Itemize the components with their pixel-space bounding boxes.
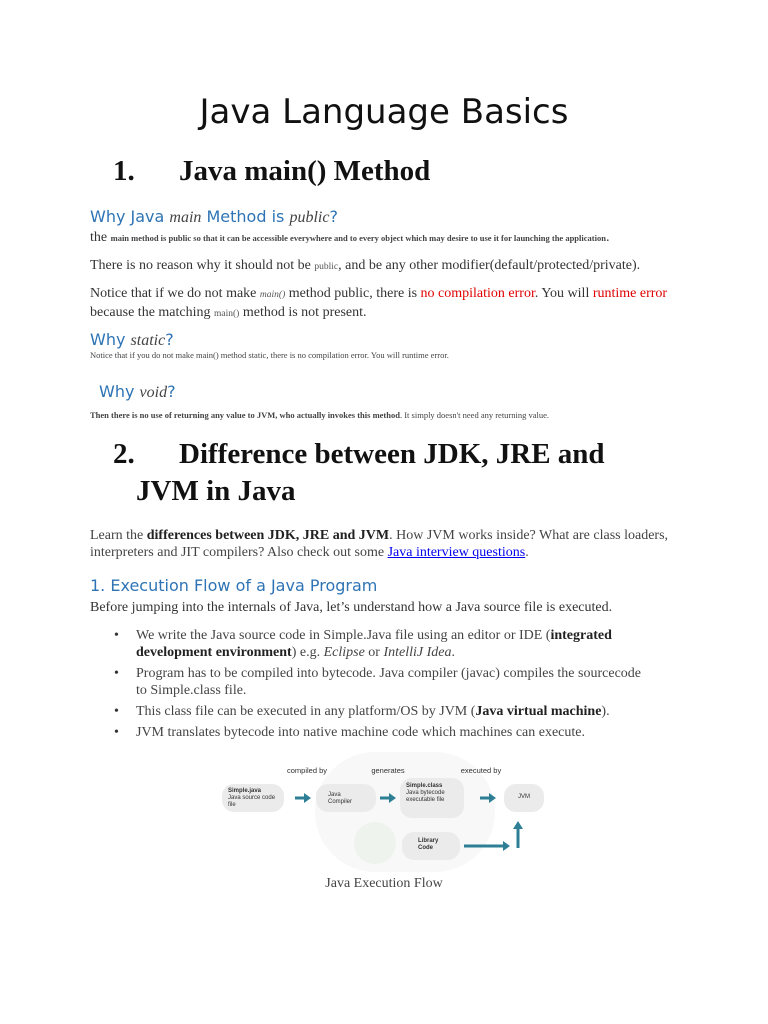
why-public-word: public bbox=[289, 209, 330, 226]
java-execution-flow-diagram bbox=[220, 752, 548, 872]
b2-text: Program has to be compiled into bytecode. Java compiler (javac) compiles the sourcecode to Simple.class file. bbox=[136, 666, 641, 698]
arrow-up-icon bbox=[513, 821, 523, 848]
execution-flow-heading: 1. Execution Flow of a Java Program bbox=[90, 576, 378, 595]
void-bold: Then there is no use of returning any value to JVM, who actually invokes this method bbox=[90, 410, 400, 420]
intro-b: . How JVM works inside? What are class loaders, interpreters and JIT compilers? Also check out some bbox=[90, 528, 669, 560]
void-paragraph bbox=[90, 405, 549, 423]
why-static-word: static bbox=[130, 332, 166, 349]
b1-eclipse: Eclipse bbox=[323, 645, 365, 660]
p1-the: the bbox=[90, 230, 111, 245]
p2-b: , and be any other modifier(default/protected/private). bbox=[338, 258, 641, 273]
main-public-paragraph bbox=[90, 229, 690, 247]
library-code-node: Library Code bbox=[402, 832, 460, 860]
p1-text: main method is public so that it can be accessible everywhere and to every object which may desire to use it for launching the application bbox=[110, 233, 606, 243]
section-2-title-line2: JVM in Java bbox=[136, 475, 296, 507]
b3-a: This class file can be executed in any platform/OS by JVM ( bbox=[136, 704, 476, 719]
b3-bold: Java virtual machine bbox=[475, 704, 602, 719]
b1-c: or bbox=[364, 645, 384, 660]
execution-steps-list bbox=[90, 627, 650, 745]
arrow-right-icon bbox=[464, 841, 510, 851]
intro-a: Learn the bbox=[90, 528, 147, 543]
b1-d: . bbox=[451, 645, 455, 660]
section-1-number: 1. bbox=[113, 155, 135, 187]
b1-bold: integrated development environment bbox=[136, 628, 612, 660]
why-public-q: ? bbox=[329, 207, 338, 226]
why-static-pre: Why bbox=[90, 330, 131, 349]
b3-b: ). bbox=[601, 704, 610, 719]
p1-end: . bbox=[605, 230, 610, 245]
jvm-node: JVM bbox=[504, 784, 544, 812]
why-public-mid: Method is bbox=[201, 207, 290, 226]
simple-java-title: Simple.java bbox=[228, 788, 262, 794]
void-rest: . It simply doesn't need any returning value. bbox=[399, 410, 550, 420]
p3-a: Notice that if we do not make bbox=[90, 286, 260, 301]
no-reason-paragraph bbox=[90, 257, 690, 276]
section-1-title: Java main() Method bbox=[179, 155, 431, 187]
generates-label: generates bbox=[371, 766, 405, 775]
arrow-right-icon bbox=[295, 793, 311, 803]
why-static-q: ? bbox=[165, 330, 174, 349]
arrow-right-icon bbox=[480, 793, 496, 803]
p2-a: There is no reason why it should not be bbox=[90, 258, 315, 273]
why-public-pre: Why Java bbox=[90, 207, 170, 226]
document-title: Java Language Basics bbox=[199, 92, 569, 132]
jdk-intro-paragraph bbox=[90, 527, 680, 561]
simple-class-title: Simple.class bbox=[406, 783, 443, 789]
b1-a: We write the Java source code in Simple.Java file using an editor or IDE ( bbox=[136, 628, 551, 643]
arrow-right-icon bbox=[380, 793, 396, 803]
simple-class-desc: Java bytecode executable file bbox=[406, 790, 445, 803]
p3-main2: main() bbox=[214, 309, 240, 319]
section-1-heading bbox=[113, 155, 430, 188]
p3-d: because the matching bbox=[90, 305, 215, 320]
why-void-heading bbox=[99, 382, 176, 402]
compiled-by-label: compiled by bbox=[286, 766, 328, 775]
p3-c: . You will bbox=[534, 286, 593, 301]
simple-java-desc: Java source code file bbox=[228, 795, 276, 808]
b1-intellij: IntelliJ Idea bbox=[383, 645, 452, 660]
b1-b: ) e.g. bbox=[291, 645, 324, 660]
p2-public: public bbox=[314, 262, 339, 272]
section-2-number: 2. bbox=[113, 438, 135, 470]
p3-b: method public, there is bbox=[285, 286, 421, 301]
p3-no-compilation-error: no compilation error bbox=[420, 286, 535, 301]
intro-c: . bbox=[525, 545, 529, 560]
why-public-main: main bbox=[169, 209, 202, 226]
why-void-word: void bbox=[139, 384, 168, 401]
why-void-q: ? bbox=[167, 382, 176, 401]
java-compiler-node: Java Compiler bbox=[316, 784, 376, 812]
p3-main: main() bbox=[259, 290, 286, 300]
flow-arrows bbox=[220, 752, 548, 872]
why-public-heading bbox=[90, 207, 338, 227]
list-item bbox=[90, 665, 650, 699]
section-2-title-line1: Difference between JDK, JRE and bbox=[179, 438, 605, 470]
why-static-heading bbox=[90, 330, 174, 350]
section-2-heading bbox=[113, 436, 605, 510]
static-paragraph: Notice that if you do not make main() method static, there is no compilation error. You will runtime error. bbox=[90, 350, 449, 360]
compilation-paragraph bbox=[90, 285, 680, 323]
b4-text: JVM translates bytecode into native machine code which machines can execute. bbox=[136, 725, 585, 740]
why-void-pre: Why bbox=[99, 382, 140, 401]
executed-by-label: executed by bbox=[460, 766, 502, 775]
java-interview-questions-link[interactable]: Java interview questions bbox=[387, 545, 526, 560]
intro-bold: differences between JDK, JRE and JVM bbox=[146, 528, 390, 543]
diagram-caption: Java Execution Flow bbox=[325, 876, 443, 891]
p3-e: method is not present. bbox=[239, 305, 367, 320]
list-item bbox=[90, 703, 650, 720]
before-jumping-paragraph: Before jumping into the internals of Java, let’s understand how a Java source file is executed. bbox=[90, 600, 613, 615]
list-item bbox=[90, 627, 650, 661]
list-item bbox=[90, 724, 650, 741]
p3-runtime-error: runtime error bbox=[592, 286, 668, 301]
